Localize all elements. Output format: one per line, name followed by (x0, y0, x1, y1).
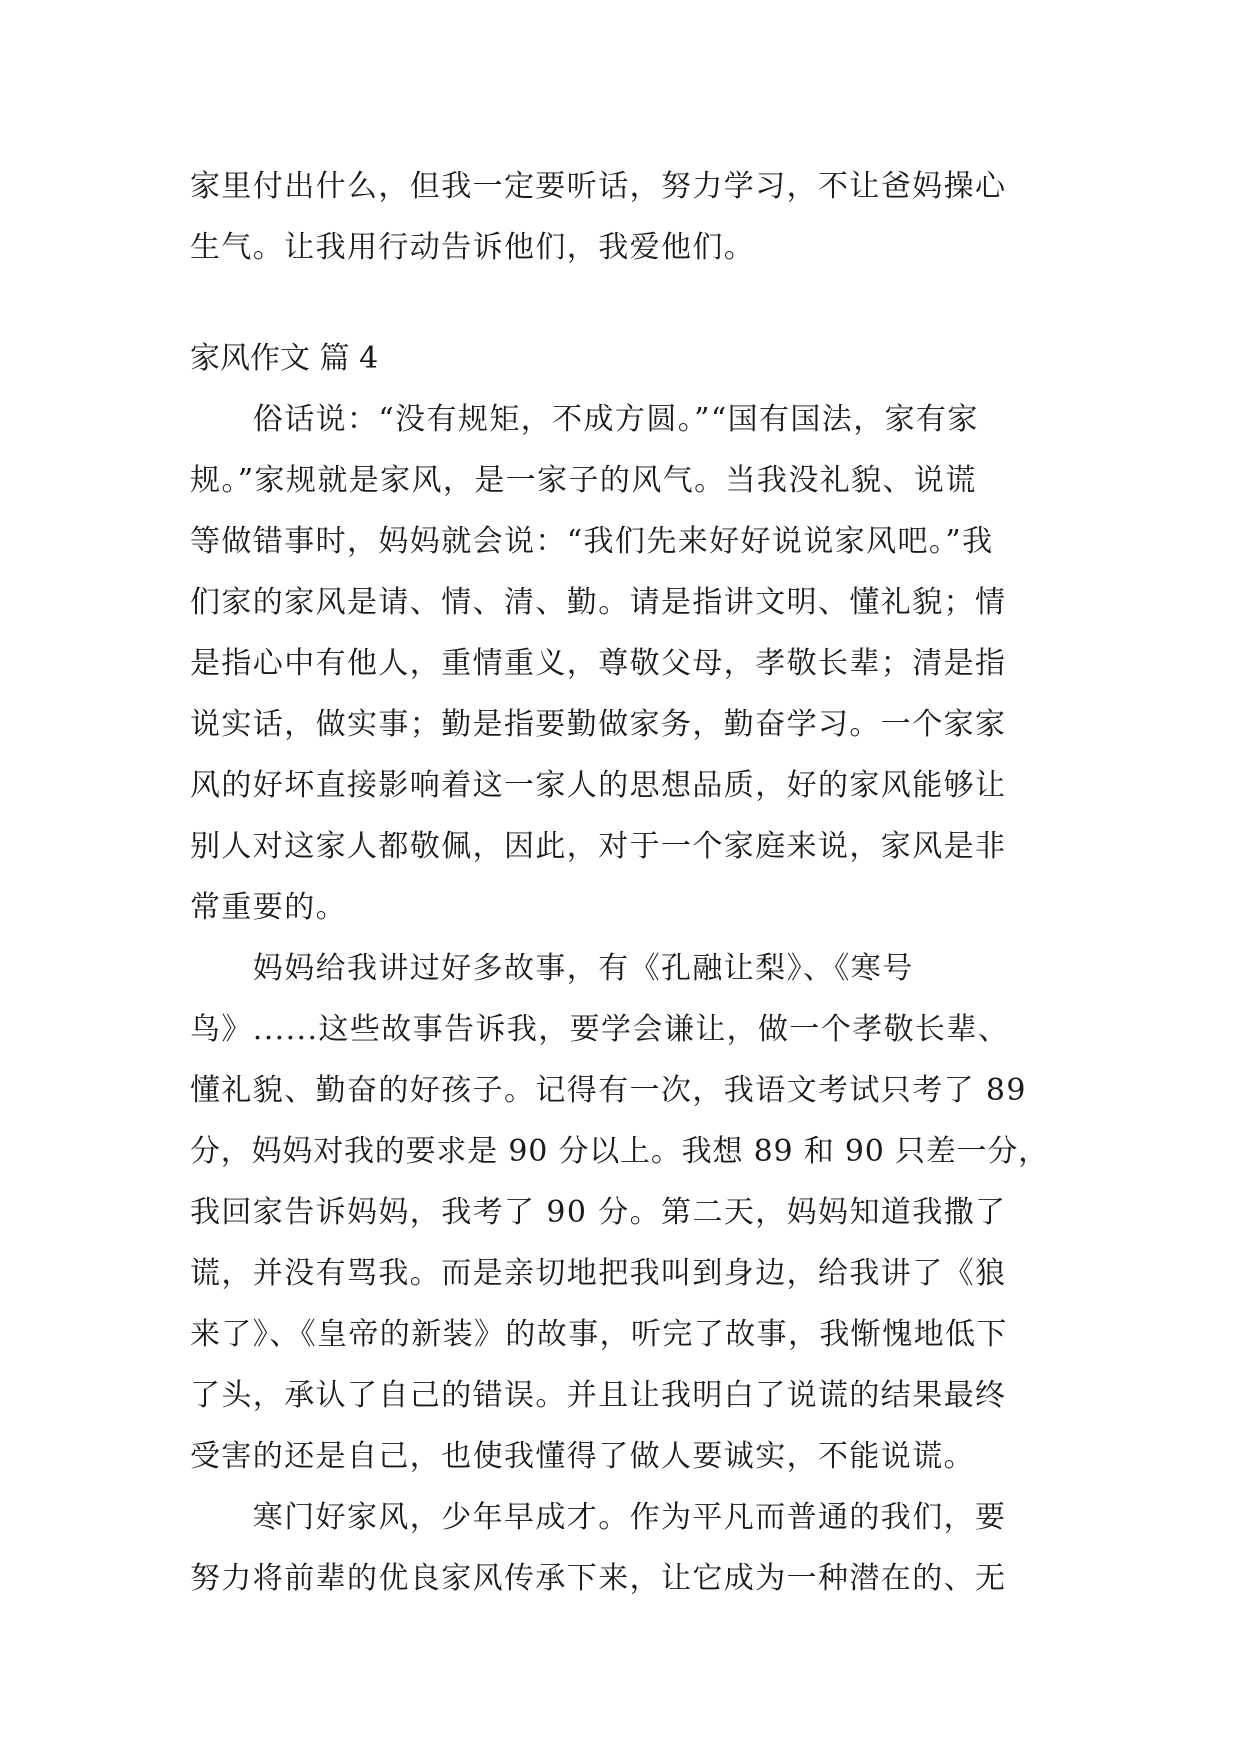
text-line: 妈妈给我讲过好多故事，有《孔融让梨》、《寒号 (190, 951, 914, 986)
text-line: 风的好坏直接影响着这一家人的思想品质，好的家风能够让 (190, 768, 1007, 803)
text-line: 受害的还是自己，也使我懂得了做人要诚实，不能说谎。 (190, 1439, 975, 1474)
text-line: 常重要的。 (190, 890, 347, 925)
document-body (190, 156, 1052, 1609)
text-line: 说实话，做实事；勤是指要勤做家务，勤奋学习。一个家家 (190, 707, 1007, 742)
text-line: 家里付出什么，但我一定要听话，努力学习，不让爸妈操心 (190, 169, 1007, 204)
text-line: 等做错事时，妈妈就会说：“我们先来好好说说家风吧。”我 (190, 524, 994, 559)
section-title: 家风作文 篇 4 (190, 341, 379, 376)
text-line: 生气。让我用行动告诉他们，我爱他们。 (190, 230, 756, 265)
section-gap (190, 278, 1052, 328)
text-line: 我回家告诉妈妈，我考了 90 分。第二天，妈妈知道我撒了 (190, 1195, 1007, 1230)
text-line: 谎，并没有骂我。而是亲切地把我叫到身边，给我讲了《狼 (190, 1256, 1007, 1291)
text-line: 规。”家规就是家风，是一家子的风气。当我没礼貌、说谎 (190, 463, 977, 498)
text-line: 别人对这家人都敬佩，因此，对于一个家庭来说，家风是非 (190, 829, 1007, 864)
text-line: 俗话说：“没有规矩，不成方圆。”“国有国法，家有家 (190, 402, 979, 437)
text-line: 是指心中有他人，重情重义，尊敬父母，孝敬长辈；清是指 (190, 646, 1007, 681)
text-line: 鸟》......这些故事告诉我，要学会谦让，做一个孝敬长辈、 (190, 1012, 1010, 1047)
text-line: 寒门好家风，少年早成才。作为平凡而普通的我们，要 (190, 1500, 1007, 1535)
text-line: 来了》、《皇帝的新装》的故事，听完了故事，我惭愧地低下 (190, 1317, 1008, 1352)
text-line: 分，妈妈对我的要求是 90 分以上。我想 89 和 90 只差一分， (190, 1134, 1049, 1169)
essay-body (190, 389, 1052, 1609)
text-line: 们家的家风是请、情、清、勤。请是指讲文明、懂礼貌；情 (190, 585, 1007, 620)
text-line: 懂礼貌、勤奋的好孩子。记得有一次，我语文考试只考了 89 (190, 1073, 1027, 1108)
text-line: 努力将前辈的优良家风传承下来，让它成为一种潜在的、无 (190, 1561, 1007, 1596)
text-line: 了头，承认了自己的错误。并且让我明白了说谎的结果最终 (190, 1378, 1007, 1413)
